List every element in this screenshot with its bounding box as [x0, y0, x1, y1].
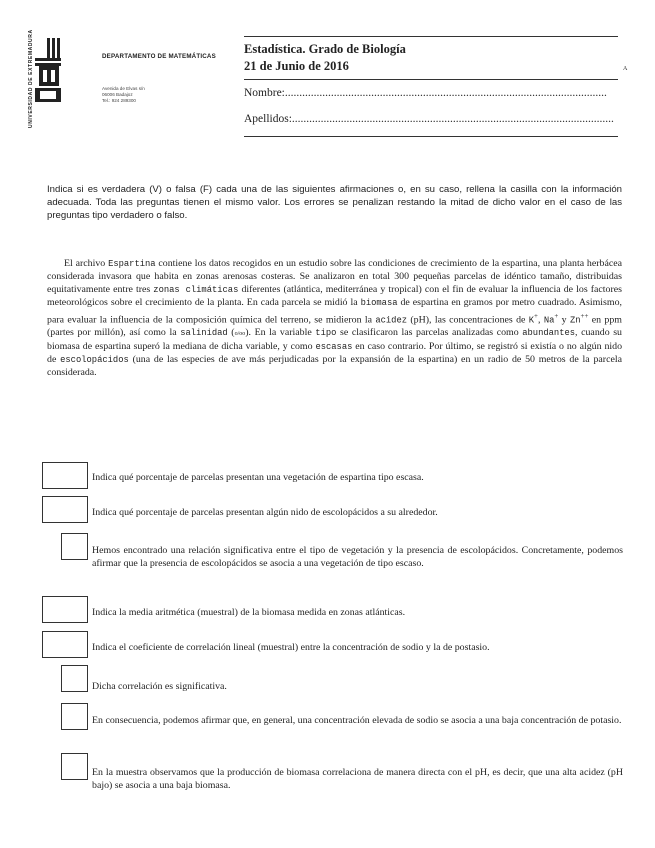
surname-field[interactable] — [244, 113, 620, 125]
vf-box-8[interactable] — [61, 753, 88, 780]
address-line: 06006 Badajoz — [102, 92, 133, 97]
department-name: DEPARTAMENTO DE MATEMÁTICAS — [102, 53, 216, 60]
course-title: Estadística. Grado de Biología — [244, 42, 406, 56]
question-5: Indica el coeficiente de correlación lineal (muestral) entre la concentración de sodio y la de postasio. — [92, 642, 490, 653]
var-zonas: zonas climáticas — [153, 284, 239, 295]
answer-box-2[interactable] — [42, 496, 88, 523]
exam-variant: A — [623, 66, 628, 72]
var-abundantes: abundantes — [522, 327, 576, 338]
header-top-rule — [244, 36, 618, 37]
var-file: Espartina — [108, 259, 156, 269]
department-address — [102, 86, 145, 104]
question-8: En la muestra observamos que la producción de biomasa correlaciona de manera directa con el pH, es decir, que una alta acidez (pH bajo) se asocia a una baja biomasa. — [92, 767, 623, 791]
university-name-vertical: UNIVERSIDAD DE EXTREMADURA — [28, 29, 34, 128]
question-2: Indica qué porcentaje de parcelas presentan algún nido de escolopácidos a su alrededor. — [92, 507, 438, 518]
vf-box-3[interactable] — [61, 533, 88, 560]
surname-label: Apellidos: — [244, 113, 292, 125]
var-zn: Zn — [569, 314, 581, 325]
var-acidez: acidez — [375, 314, 408, 325]
university-shield-icon — [33, 36, 73, 136]
var-escolopacidos: escolopácidos — [60, 354, 129, 365]
vf-box-7[interactable] — [61, 703, 88, 730]
surname-dots: ................................................................................................................ — [291, 113, 614, 125]
question-4: Indica la media aritmética (muestral) de la biomasa medida en zonas atlánticas. — [92, 607, 406, 618]
address-line: Avenida de Elvas s/n — [102, 86, 145, 91]
question-7: En consecuencia, podemos afirmar que, en general, una concentración elevada de sodio se asocia a una baja concentración de potasio. — [92, 715, 622, 726]
name-dots: ................................................................................................................ — [284, 87, 607, 99]
header-bottom-rule — [244, 136, 618, 137]
var-escasas: escasas — [315, 341, 353, 352]
question-3: Hemos encontrado una relación significativa entre el tipo de vegetación y la presencia de escolopácidos. Concretamente, podemos afirmar que la presencia de escolopácidos se asocia a una vegetación de tipo escaso. — [92, 545, 623, 569]
var-salinidad: salinidad — [180, 327, 228, 338]
university-logo — [33, 36, 73, 136]
question-6: Dicha correlación es significativa. — [92, 681, 227, 692]
answer-box-5[interactable] — [42, 631, 88, 658]
question-1: Indica qué porcentaje de parcelas presentan una vegetación de espartina tipo escasa. — [92, 472, 424, 483]
name-field[interactable] — [244, 87, 620, 99]
var-na: Na — [543, 314, 555, 325]
var-tipo: tipo — [315, 327, 337, 338]
vf-box-6[interactable] — [61, 665, 88, 692]
permil-symbol: o/oo — [234, 330, 246, 337]
answer-box-4[interactable] — [42, 596, 88, 623]
var-k: K — [528, 314, 535, 325]
name-label: Nombre: — [244, 87, 285, 99]
header-mid-rule — [244, 79, 618, 80]
var-biomasa: biomasa — [360, 297, 398, 308]
intro-paragraph: El archivo Espartina contiene los datos recogidos en un estudio sobre las condiciones de crecimiento de la espartina, una planta herbácea considerada invasora que habita en zonas arenosas costeras. Se analizaron en total 300 pequeñas parcelas de idéntico tamaño, distribuidas equitativamente entre tres zonas climáticas diferentes (atlántica, mediterránea y tropical) con el fin de evaluar la influencia de los factores meteorológicos sobre el crecimiento de la planta. En cada parcela se midió la biomasa de espartina en gramos por metro cuadrado. Asimismo, para evaluar la influencia de la composición química del terreno, se midieron la acidez (pH), las concentraciones de K+, Na+ y Zn++ en ppm (partes por millón), así como la salinidad (o/oo). En la variable tipo se clasificaron las parcelas analizadas como abundantes, cuando su biomasa de espartina superó la mediana de dicha variable, y como escasas en caso contrario. Por último, se registró si existía o no algún nido de escolopácidos (una de las especies de ave más perjudicadas por la expansión de la espartina) en un radio de 50 metros de la parcela considerada. — [47, 258, 623, 378]
instructions: Indica si es verdadera (V) o falsa (F) cada una de las siguientes afirmaciones o, en su caso, rellena la casilla con la información adecuada. Toda las preguntas tienen el mismo valor. Los errores se penalizan restando la mitad de dicho valor en el caso de las preguntas tipo verdadero o falso. — [47, 184, 622, 221]
answer-box-1[interactable] — [42, 462, 88, 489]
exam-date: 21 de Junio de 2016 — [244, 59, 349, 73]
address-line: Tel.: 924 289300 — [102, 98, 136, 103]
